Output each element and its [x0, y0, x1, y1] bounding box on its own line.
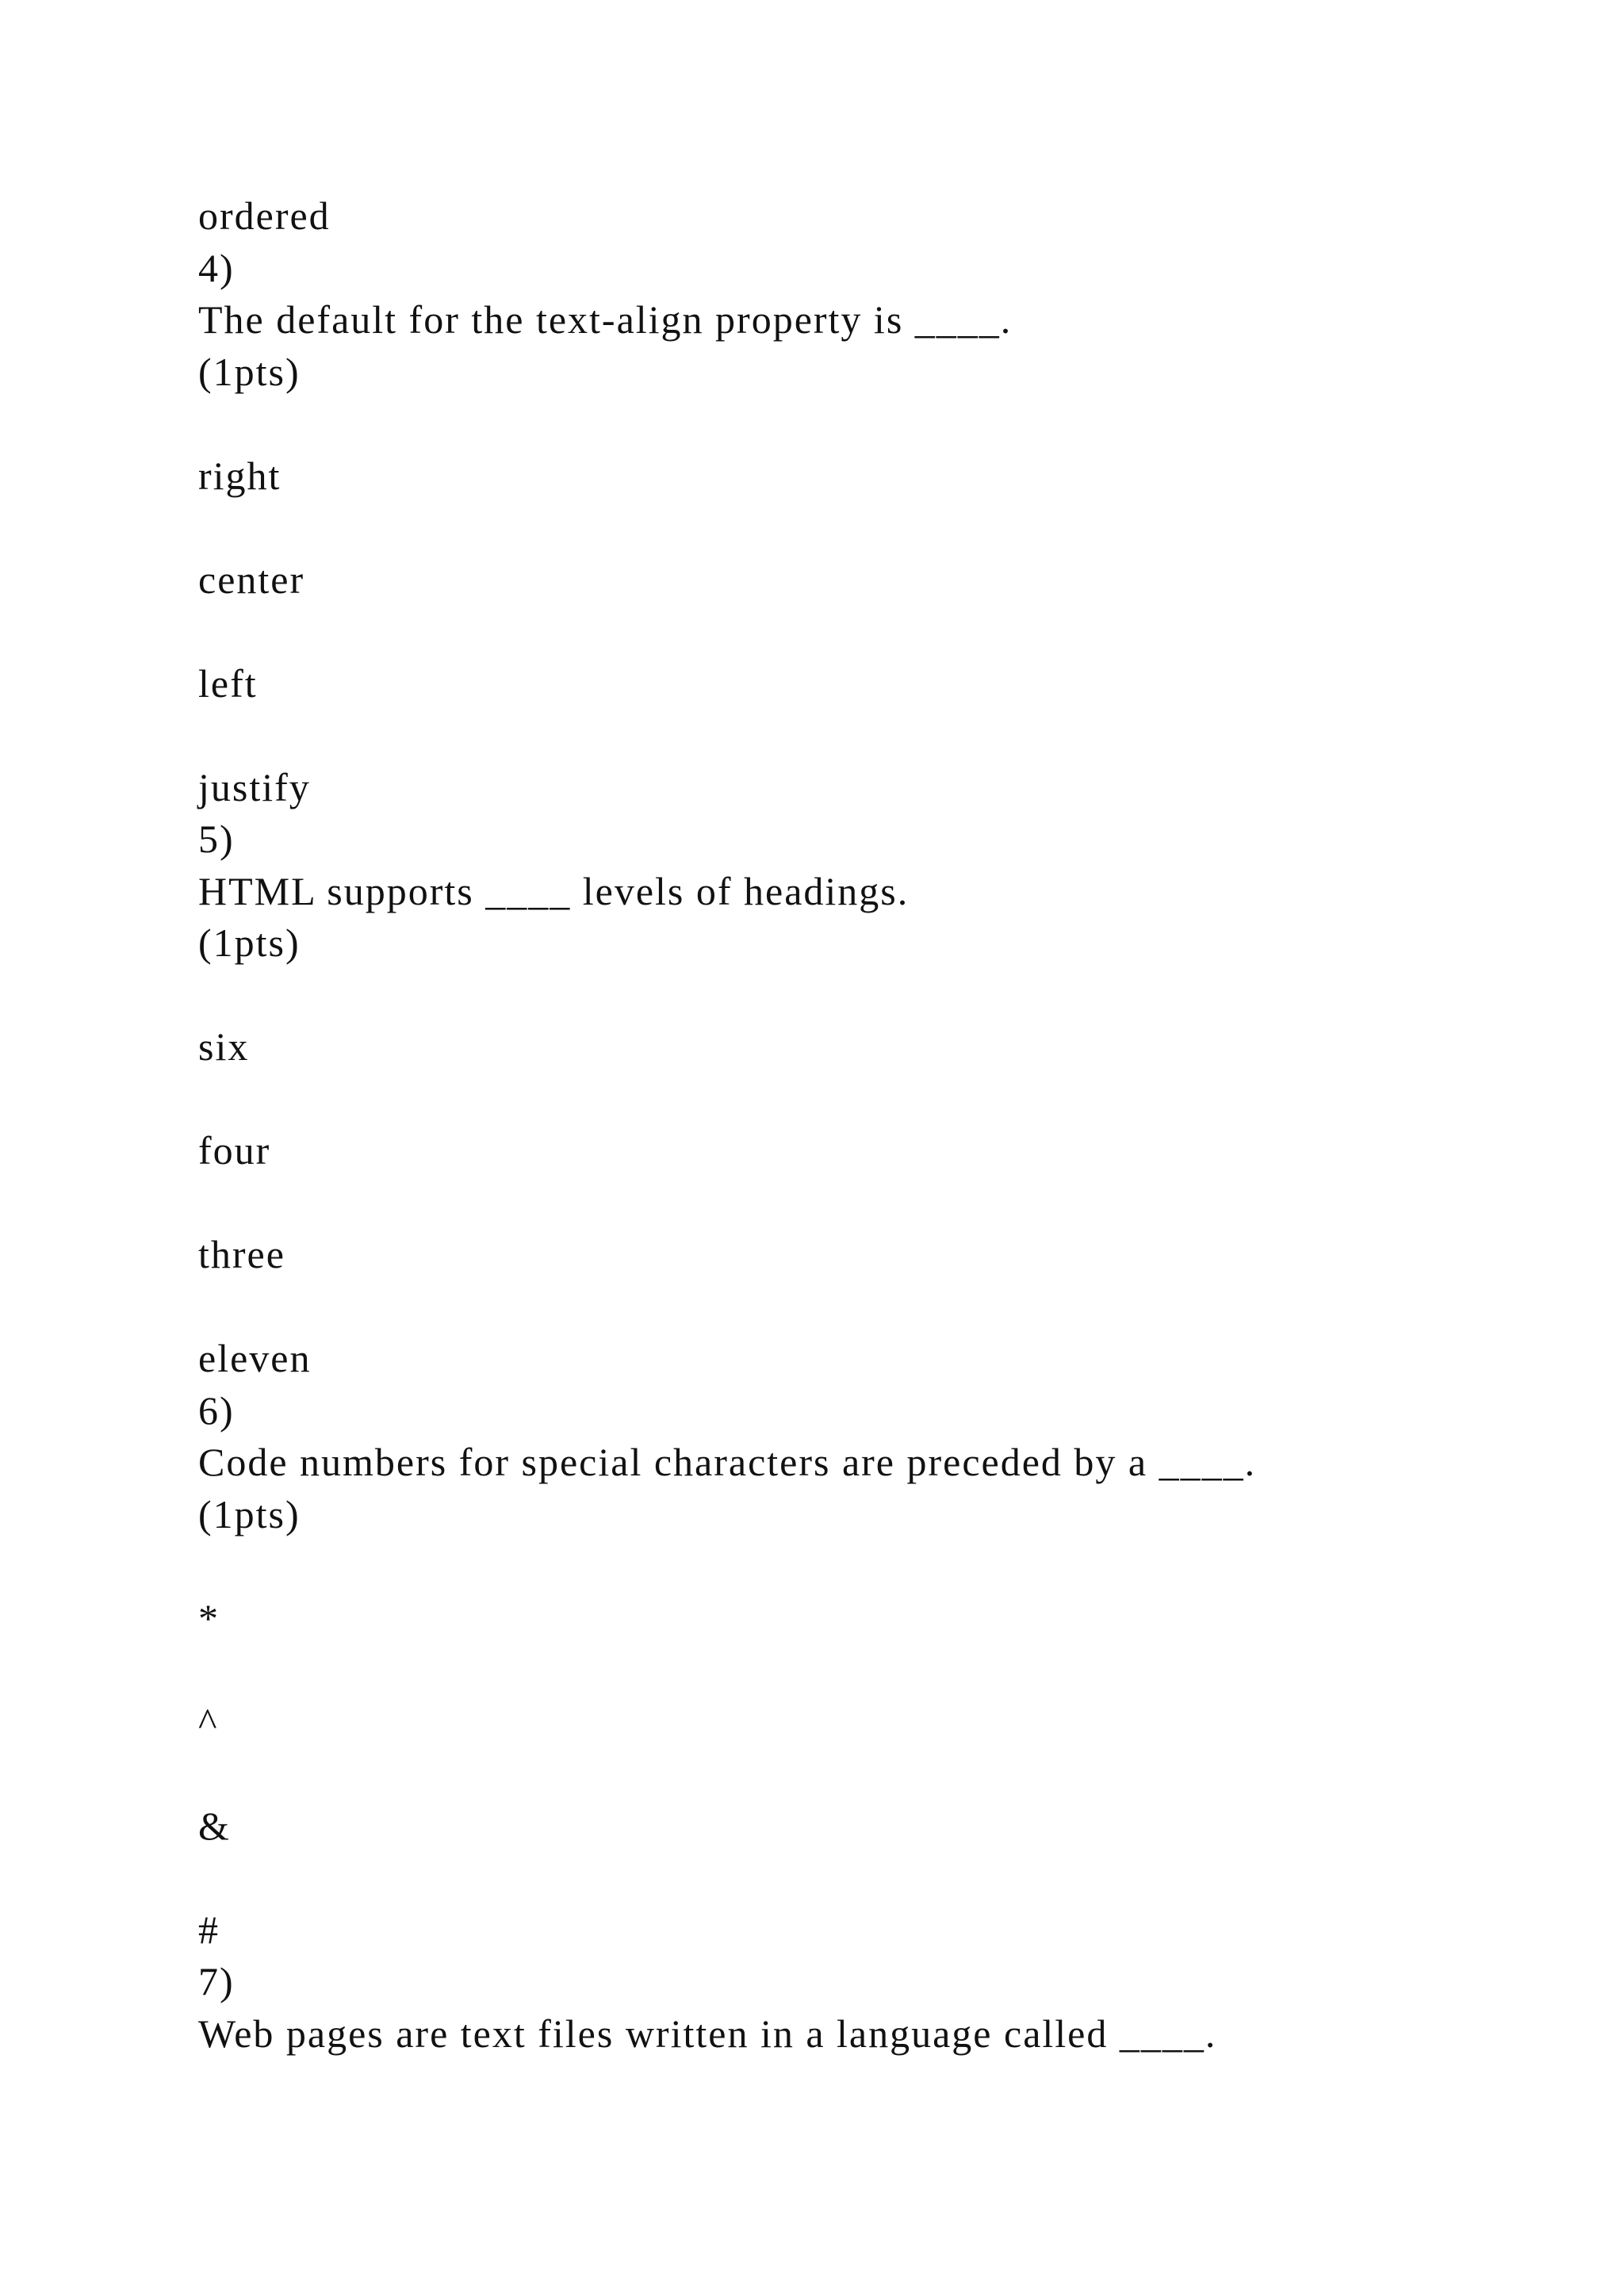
blank-line [198, 1073, 1546, 1126]
answer-option: center [198, 557, 305, 602]
question-number: 4) [198, 245, 235, 290]
blank-line [198, 1644, 1546, 1697]
answer-option: ^ [198, 1699, 219, 1744]
answer-option: six [198, 1024, 250, 1069]
document-text [198, 190, 1546, 2060]
blank-line [198, 398, 1546, 450]
question-number: 5) [198, 817, 235, 861]
blank-line [198, 710, 1546, 762]
blank-line [198, 1177, 1546, 1230]
answer-option: eleven [198, 1336, 312, 1380]
blank-line [198, 502, 1546, 554]
question-text: Code numbers for special characters are preceded by a ____. [198, 1440, 1257, 1484]
blank-line [198, 1281, 1546, 1334]
answer-option: three [198, 1232, 285, 1276]
answer-option: # [198, 1907, 220, 1952]
answer-option: right [198, 453, 282, 498]
question-points: (1pts) [198, 349, 301, 394]
blank-line [198, 606, 1546, 658]
answer-option: justify [198, 764, 311, 809]
question-text: HTML supports ____ levels of headings. [198, 868, 910, 913]
answer-option: four [198, 1128, 271, 1173]
question-points: (1pts) [198, 1491, 301, 1536]
question-number: 7) [198, 1959, 235, 2003]
question-text: Web pages are text files written in a language called ____. [198, 2011, 1217, 2056]
question-text: The default for the text-align property is ____. [198, 297, 1013, 342]
question-points: (1pts) [198, 920, 301, 965]
blank-line [198, 1852, 1546, 1904]
answer-option: left [198, 660, 258, 706]
answer-option: & [198, 1803, 231, 1848]
question-number: 6) [198, 1387, 235, 1433]
text-line: ordered [198, 193, 331, 238]
blank-line [198, 1748, 1546, 1800]
blank-line [198, 970, 1546, 1022]
answer-option: * [198, 1595, 220, 1640]
blank-line [198, 1540, 1546, 1593]
